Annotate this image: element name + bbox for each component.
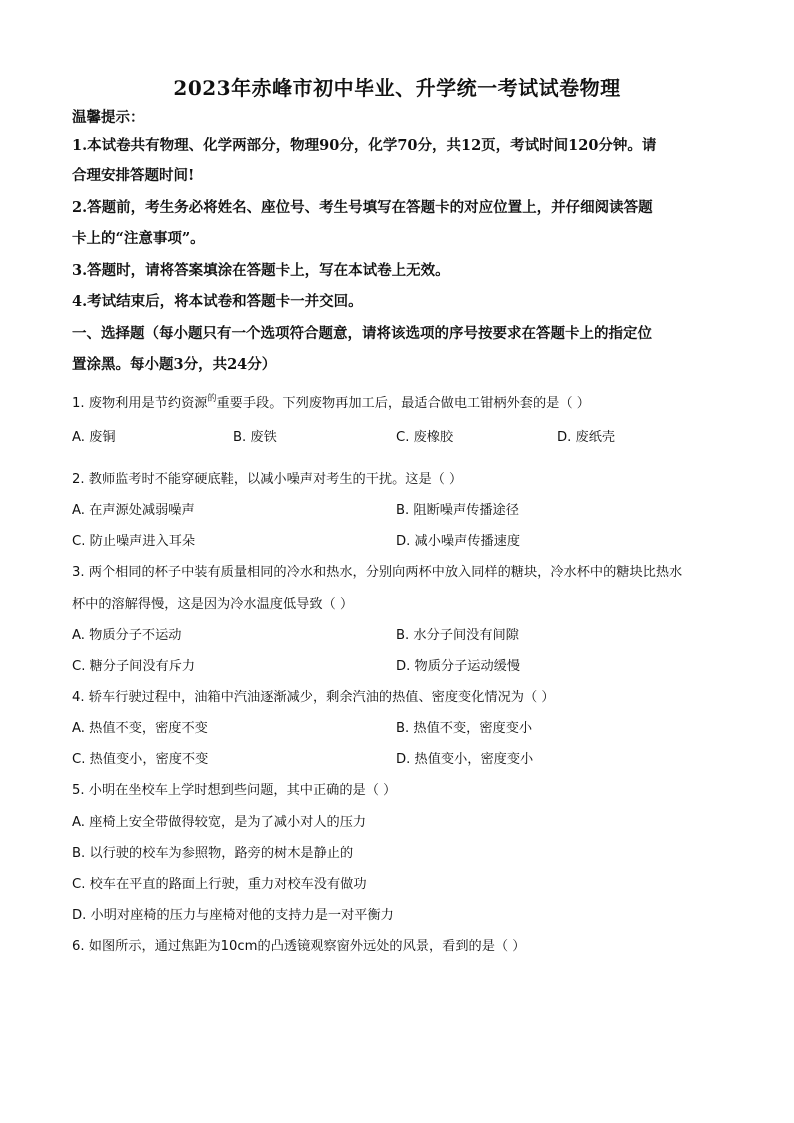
tip-line-3: 2.答题前，考生务必将姓名、座位号、考生号填写在答题卡的对应位置上，并仔细阅读答题 <box>72 199 653 216</box>
tip-line-5: 3.答题时，请将答案填涂在答题卡上，写在本试卷上无效。 <box>72 262 450 279</box>
question-4-option-c: C. 热值变小，密度不变 <box>72 752 209 767</box>
tip-line-1: 1.本试卷共有物理、化学两部分，物理90分，化学70分，共12页，考试时间120分钟。请 <box>72 137 657 154</box>
question-3-option-b: B. 水分子间没有间隙 <box>396 628 519 643</box>
question-1-option-a: A. 废铜 <box>72 430 116 445</box>
question-2-option-b: B. 阻断噪声传播途径 <box>396 503 519 518</box>
tips-heading: 温馨提示： <box>72 109 145 126</box>
question-3-option-a: A. 物质分子不运动 <box>72 628 182 643</box>
question-2-option-d: D. 减小噪声传播速度 <box>396 534 521 549</box>
question-1-option-d: D. 废纸壳 <box>557 430 616 445</box>
question-3-option-d: D. 物质分子运动缓慢 <box>396 659 521 674</box>
question-2-option-c: C. 防止噪声进入耳朵 <box>72 534 196 549</box>
question-1-stem <box>72 391 732 411</box>
question-3-stem-line-2: 杯中的溶解得慢，这是因为冷水温度低导致（ ） <box>72 597 354 612</box>
tip-line-6: 4.考试结束后，将本试卷和答题卡一并交回。 <box>72 293 363 310</box>
question-4-option-a: A. 热值不变，密度不变 <box>72 721 208 736</box>
question-5-stem: 5. 小明在坐校车上学时想到些问题，其中正确的是（ ） <box>72 783 397 798</box>
question-4-option-d: D. 热值变小，密度变小 <box>396 752 534 767</box>
question-5-option-d: D. 小明对座椅的压力与座椅对他的支持力是一对平衡力 <box>72 908 394 923</box>
question-5-option-c: C. 校车在平直的路面上行驶，重力对校车没有做功 <box>72 877 367 892</box>
question-2-option-a: A. 在声源处减弱噪声 <box>72 503 195 518</box>
question-5-option-a: A. 座椅上安全带做得较宽，是为了减小对人的压力 <box>72 815 367 830</box>
question-6-stem: 6. 如图所示，通过焦距为10cm的凸透镜观察窗外远处的风景，看到的是（ ） <box>72 939 526 954</box>
page-title: 2023年赤峰市初中毕业、升学统一考试试卷物理 <box>173 76 621 100</box>
tip-line-4: 卡上的“注意事项”。 <box>72 230 205 247</box>
question-1-stem-superscript: 的 <box>207 394 217 404</box>
question-1-option-b: B. 废铁 <box>233 430 277 445</box>
question-4-stem: 4. 轿车行驶过程中，油箱中汽油逐渐减少，剩余汽油的热值、密度变化情况为（ ） <box>72 690 555 705</box>
question-4-option-b: B. 热值不变，密度变小 <box>396 721 533 736</box>
question-3-option-c: C. 糖分子间没有斥力 <box>72 659 196 674</box>
question-5-option-b: B. 以行驶的校车为参照物，路旁的树木是静止的 <box>72 846 354 861</box>
section-heading-line-1: 一、选择题（每小题只有一个选项符合题意，请将该选项的序号按要求在答题卡上的指定位 <box>72 325 652 342</box>
question-1-option-c: C. 废橡胶 <box>396 430 454 445</box>
question-1-stem-part-b: 重要手段。下列废物再加工后，最适合做电工钳柄外套的是（ ） <box>216 396 590 411</box>
question-3-stem-line-1: 3. 两个相同的杯子中装有质量相同的冷水和热水，分别向两杯中放入同样的糖块，冷水杯中的糖块比热水 <box>72 565 683 580</box>
section-heading-line-2: 置涂黑。每小题3分，共24分） <box>72 356 277 373</box>
tip-line-2: 合理安排答题时间! <box>72 167 195 184</box>
question-2-stem: 2. 教师监考时不能穿硬底鞋，以减小噪声对考生的干扰。这是（ ） <box>72 472 463 487</box>
question-1-stem-part-a: 1. 废物利用是节约资源 <box>72 396 208 411</box>
